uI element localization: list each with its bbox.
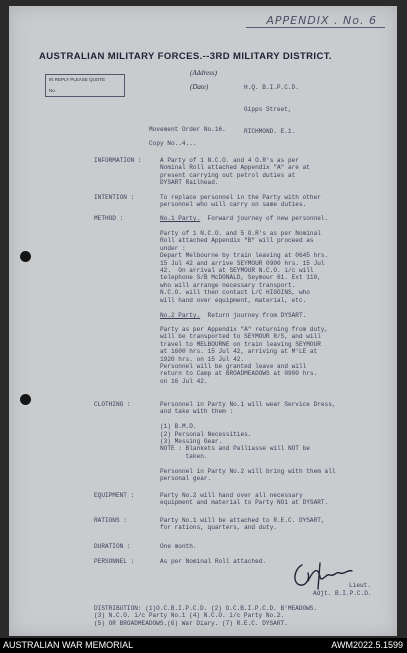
method-party2-text: Party as per Appendix "A" returning from duty, will be transported to SEYMOUR R/S, and will travel to MELBOURNE on train leaving SEYMOUR at 1600 hrs. 15 Jul 42, arriving at M'LE at 1920 hrs. on 15 Jul 42. Personnel will be granted leave and will return to Camp at BROADMEADOWS at 0900 hrs. on 16 Jul 42. [160, 326, 329, 385]
rations-label: RATIONS : [94, 517, 127, 524]
method-label: METHOD : [94, 215, 124, 222]
reply-box-label: IN REPLY PLEASE QUOTE [49, 77, 106, 82]
party1-title: Forward journey of new personnel. [200, 215, 329, 222]
method-party1-heading [160, 215, 328, 222]
reply-box-number: No. [49, 88, 57, 93]
distribution-list: DISTRIBUTION: (1)O.C.B.I.P.C.D. (2) O.C.B.I.P.C.D. B'MEADOWS. (3) N.C.O. i/c Party No.1 (4) N.C.O. i/c Party No.2. (5) OR BROADMEADOWS.(6) War Diary. (7) R.E.C. DYSART. [94, 605, 318, 627]
date-label: (Date) [190, 83, 209, 91]
reply-quote-box [45, 74, 125, 97]
footer-institution: AUSTRALIAN WAR MEMORIAL [3, 640, 134, 650]
copy-number: Copy No..4... [149, 140, 197, 147]
clothing-label: CLOTHING : [94, 401, 131, 408]
signatory-title: Adjt. B.I.P.C.D. [313, 590, 372, 597]
equipment-text: Party No.2 will hand over all necessary equipment and material to Party NO1 at DYSART. [160, 492, 329, 507]
punch-hole-bottom [20, 394, 31, 405]
rations-text: Party No.1 will be attached to R.E.C. DYSART, for rations, quarters, and duty. [160, 517, 325, 532]
address-label: (Address) [190, 69, 217, 77]
letterhead-title: AUSTRALIAN MILITARY FORCES.--3RD MILITARY DISTRICT. [39, 51, 332, 62]
document-page [9, 6, 397, 636]
clothing-text: Personnel in Party No.1 will wear Service Dress, and take with them : (1) B.M.D. (2) Personal Necessities. (3) Messing Gear. NOTE : Blankets and Palliasse will NOT be taken. Personnel in Party No.2 will bring with them all personal gear. [160, 401, 336, 483]
method-party2-heading [160, 312, 306, 319]
footer-bar [0, 638, 407, 653]
duration-label: DURATION : [94, 543, 131, 550]
sender-address [244, 69, 299, 150]
address-line: RICHMOND. E.1. [244, 128, 296, 136]
intention-label: INTENTION : [94, 194, 135, 201]
duration-text: One month. [160, 543, 197, 550]
party2-label: No.2 Party. [160, 312, 201, 319]
address-line: Gipps Street, [244, 106, 292, 114]
method-party1-text: Party of 1 N.C.O. and 5 O.R's as per Nominal Roll attached Appendix "B" will proceed as under : Depart Melbourne by train leaving at 0645 hrs. 15 Jul 42 and arrive SEYMOUR 0900 hrs. 15 Jul 42. On arrival at SEYMOUR N.C.O. i/c will telephone S/B McDONALD, Seymour 61. Ext 110, who will arrange necessary transport. N.C.O. will then contact L/C HIGGINS, who will hand over equipment, material, etc. [160, 230, 329, 304]
information-label: INFORMATION : [94, 157, 142, 164]
address-line: H.Q. B.I.P.C.D. [244, 83, 299, 91]
personnel-label: PERSONNEL : [94, 558, 135, 565]
order-title: Movement Order No.16. [149, 126, 226, 133]
punch-hole-top [20, 251, 31, 262]
appendix-annotation: APPENDIX . No. 6 [246, 14, 385, 28]
party2-title: Return journey from DYSART. [200, 312, 307, 319]
party1-label: No.1 Party. [160, 215, 201, 222]
signatory-rank: Lieut. [349, 582, 371, 589]
personnel-text: As per Nominal Roll attached. [160, 558, 267, 565]
equipment-label: EQUIPMENT : [94, 492, 135, 499]
footer-accession-id: AWM2022.5.1599 [331, 640, 403, 650]
intention-text: To replace personnel in the Party with other personnel who will carry on same duties. [160, 194, 321, 209]
information-text: A Party of 1 N.C.O. and 4 O.R's as per Nominal Roll attached Appendix "A" are at present carrying out petrol duties at DYSART Railhead. [160, 157, 310, 187]
